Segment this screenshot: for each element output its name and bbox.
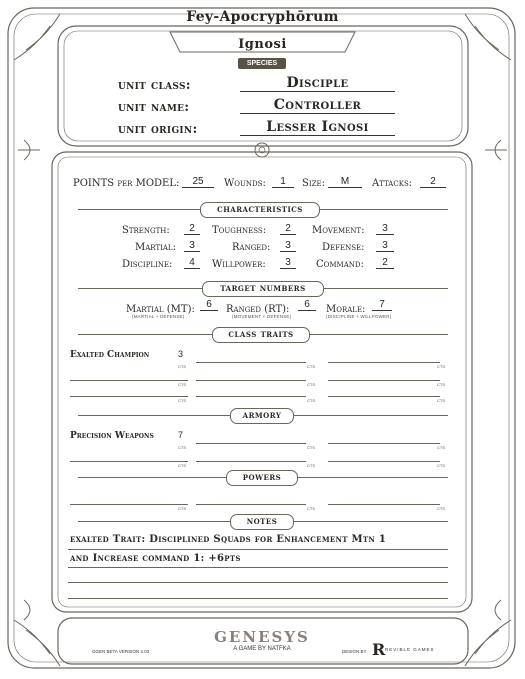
cts-label: CTS <box>178 463 186 468</box>
unit-origin-value[interactable]: Lesser Ignosi <box>240 119 395 136</box>
willpower-label: Willpower: <box>212 259 266 270</box>
strength-label: Strength: <box>122 225 170 236</box>
discipline-label: Discipline: <box>122 259 173 270</box>
martial-value[interactable]: 3 <box>184 240 200 252</box>
martial-label: Martial: <box>135 242 176 253</box>
command-value[interactable]: 2 <box>376 257 394 269</box>
rt-label: Ranged (RT): <box>226 304 290 315</box>
notes-line-1[interactable]: exalted Trait: Disciplined Squads for Enhancement Mtn 1 <box>70 534 387 545</box>
toughness-value[interactable]: 2 <box>280 223 296 235</box>
trait-exalted-champion[interactable]: Exalted Champion <box>70 350 150 360</box>
attacks-label: Attacks: <box>372 178 413 189</box>
points-value[interactable]: 25 <box>182 176 214 188</box>
version-label: OGEN BETA VERSION 4.03 <box>92 649 150 654</box>
power-line[interactable] <box>328 504 440 505</box>
attacks-value[interactable]: 2 <box>420 176 446 188</box>
morale-label: Morale: <box>326 304 366 315</box>
cts-label: CTS <box>178 445 186 450</box>
notes-rule <box>68 549 448 550</box>
trait-line[interactable] <box>196 396 306 397</box>
section-target-numbers: target numbers <box>202 281 324 297</box>
cts-label: CTS <box>307 398 315 403</box>
mt-value[interactable]: 6 <box>200 299 218 311</box>
mt-label: Martial (MT): <box>126 304 195 315</box>
cts-label: CTS <box>307 445 315 450</box>
cts-label: CTS <box>437 364 445 369</box>
mt-formula: (MARTIAL + DEFENSE) <box>132 314 185 319</box>
trait-line[interactable] <box>328 396 440 397</box>
size-label: Size: <box>302 178 325 189</box>
trait-line[interactable] <box>70 396 188 397</box>
toughness-label: Toughness: <box>212 225 267 236</box>
discipline-value[interactable]: 4 <box>184 257 200 269</box>
wounds-label: Wounds: <box>224 178 266 189</box>
unit-name-value[interactable]: Controller <box>240 97 395 114</box>
unit-class-value[interactable]: Disciple <box>240 75 395 92</box>
notes-line-2[interactable]: and Increase command 1: +6pts <box>70 553 241 564</box>
cts-label: CTS <box>178 506 186 511</box>
genesys-logo: GENESYS <box>214 628 310 646</box>
cts-label: CTS <box>307 506 315 511</box>
morale-value[interactable]: 7 <box>372 299 392 311</box>
notes-rule <box>68 567 448 568</box>
section-characteristics: characteristics <box>200 202 320 218</box>
morale-formula: (DISCIPLINE + WILLPOWER) <box>326 314 392 319</box>
power-line[interactable] <box>70 504 188 505</box>
cts-label: CTS <box>437 382 445 387</box>
notes-rule[interactable] <box>68 582 448 583</box>
section-powers: powers <box>226 470 298 486</box>
page-title: Fey-Apocryphōrum <box>186 9 339 25</box>
cts-label: CTS <box>178 364 186 369</box>
strength-value[interactable]: 2 <box>184 223 200 235</box>
ranged-value[interactable]: 3 <box>280 240 296 252</box>
armory-line[interactable] <box>70 461 188 462</box>
trait-line[interactable] <box>328 380 440 381</box>
defense-label: Defense: <box>322 242 365 253</box>
power-line[interactable] <box>196 504 306 505</box>
species-tag: SPECIES <box>238 58 286 69</box>
cts-label: CTS <box>437 398 445 403</box>
notes-rule[interactable] <box>68 598 448 599</box>
unit-class-label: unit class: <box>118 78 191 93</box>
unit-name-label: unit name: <box>118 100 190 115</box>
movement-label: Movement: <box>312 225 365 236</box>
cts-label: CTS <box>307 382 315 387</box>
size-value[interactable]: M <box>328 176 362 188</box>
section-notes: notes <box>230 514 294 530</box>
cts-label: CTS <box>178 398 186 403</box>
armory-precision-weapons[interactable]: Precision Weapons <box>70 431 154 441</box>
section-armory: armory <box>230 408 294 424</box>
revible-logo-icon: R <box>372 640 386 659</box>
footer-subtitle: A GAME BY NATFKA <box>233 646 291 652</box>
cts-label: CTS <box>437 463 445 468</box>
defense-value[interactable]: 3 <box>376 240 394 252</box>
cts-label: CTS <box>307 463 315 468</box>
species-name: Ignosi <box>238 37 287 52</box>
movement-value[interactable]: 3 <box>376 223 394 235</box>
trait-line[interactable] <box>328 362 440 363</box>
trait-line[interactable] <box>70 380 188 381</box>
section-class-traits: class traits <box>212 327 310 343</box>
willpower-value[interactable]: 3 <box>280 257 296 269</box>
wounds-value[interactable]: 1 <box>272 176 294 188</box>
cts-label: CTS <box>178 382 186 387</box>
design-by-label: DESIGN BY <box>342 649 367 654</box>
unit-origin-label: unit origin: <box>118 122 198 137</box>
command-label: Command: <box>316 259 364 270</box>
cts-label: CTS <box>437 506 445 511</box>
points-label: POINTS per MODEL: <box>73 178 180 189</box>
armory-line[interactable] <box>196 461 306 462</box>
ranged-label: Ranged: <box>232 242 271 253</box>
armory-line[interactable] <box>196 443 306 444</box>
trait-line[interactable] <box>196 362 306 363</box>
trait-line[interactable] <box>196 380 306 381</box>
cts-label: CTS <box>307 364 315 369</box>
rt-formula: (MOVEMENT + DEFENSE) <box>232 314 292 319</box>
studio-name: REVIBLE GAMES <box>385 647 435 652</box>
cts-label: CTS <box>437 445 445 450</box>
armory-line[interactable] <box>328 461 440 462</box>
rt-value[interactable]: 6 <box>298 299 316 311</box>
armory-line[interactable] <box>328 443 440 444</box>
trait-exalted-champion-cost: 3 <box>178 349 184 359</box>
armory-precision-weapons-cost: 7 <box>178 430 184 440</box>
